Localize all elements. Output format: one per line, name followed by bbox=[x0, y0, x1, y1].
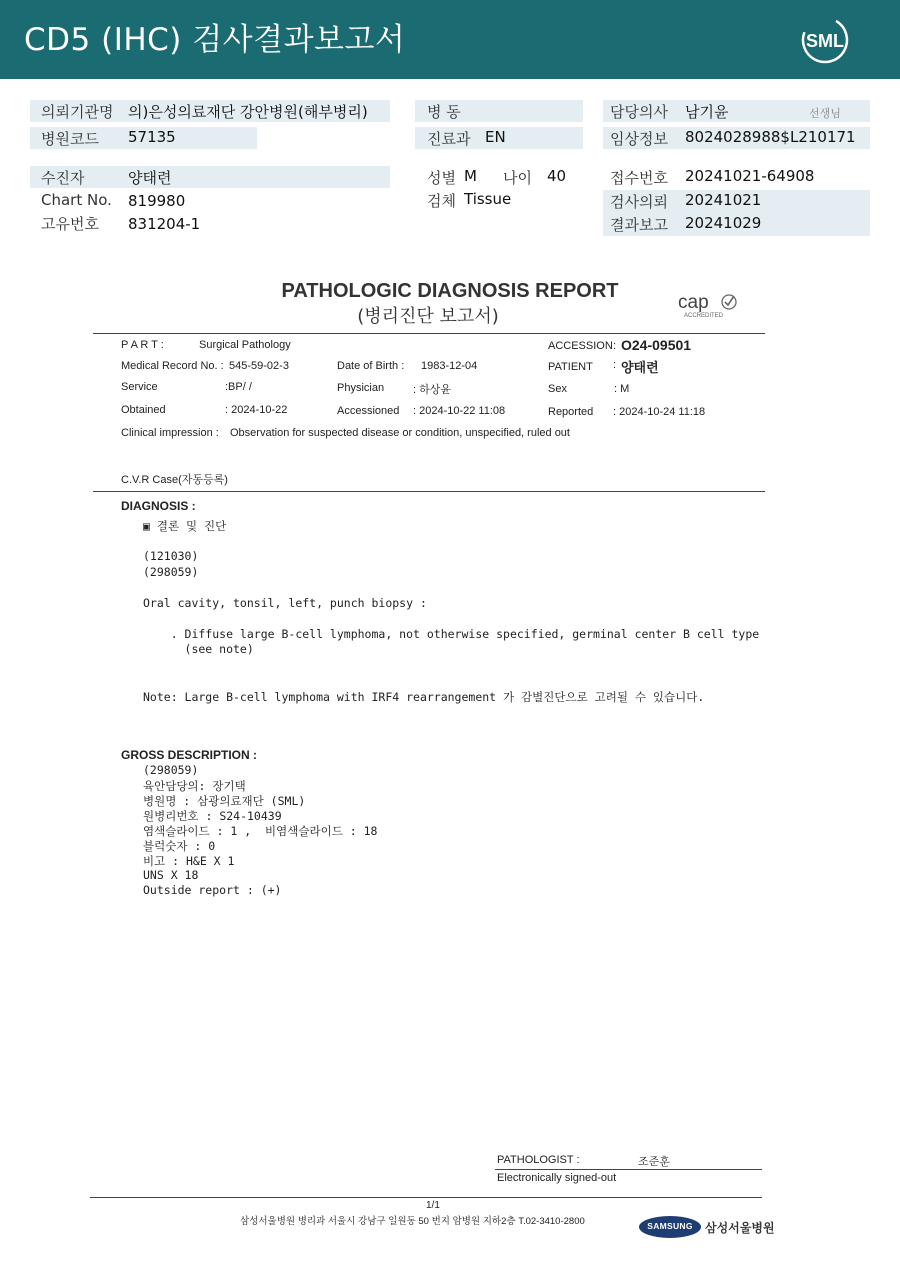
part-value: Surgical Pathology bbox=[199, 339, 291, 351]
cvr-case: C.V.R Case(자동등록) bbox=[121, 474, 228, 486]
institution-label: 의뢰기관명 bbox=[41, 103, 114, 121]
report-line: . Diffuse large B-cell lymphoma, not otherwise specified, germinal center B cell type bbox=[143, 626, 760, 641]
page-number: 1/1 bbox=[426, 1200, 440, 1211]
part-label: P A R T : bbox=[121, 339, 164, 351]
signed-out: Electronically signed-out bbox=[497, 1172, 617, 1184]
reported-value: : 2024-10-24 11:18 bbox=[613, 406, 706, 418]
patient-report-label: PATIENT bbox=[548, 361, 593, 373]
pathologist-value: 조준훈 bbox=[638, 1156, 670, 1168]
age-label: 나이 bbox=[503, 169, 532, 187]
report-line: 블럭숫자 : 0 bbox=[143, 839, 216, 853]
patient-label: 수진자 bbox=[41, 169, 85, 187]
samsung-logo: SAMSUNG bbox=[639, 1216, 701, 1238]
report-line: Oral cavity, tonsil, left, punch biopsy : bbox=[143, 595, 427, 610]
report-line: 병원명 : 삼광의료재단 (SML) bbox=[143, 794, 306, 808]
specimen-label: 검체 bbox=[427, 192, 456, 210]
doctor-suffix: 선생님 bbox=[809, 107, 841, 120]
sex-report-label: Sex bbox=[548, 383, 567, 395]
report-line: (298059) bbox=[143, 763, 199, 777]
report-line: (see note) bbox=[143, 642, 254, 656]
mrn-label: Medical Record No. : bbox=[121, 360, 224, 372]
chart-no-value: 819980 bbox=[128, 192, 186, 210]
report-line: Outside report : (+) bbox=[143, 883, 282, 897]
unique-no-value: 831204-1 bbox=[128, 215, 201, 233]
report-line: 원병리번호 : S24-10439 bbox=[143, 809, 282, 823]
report-title-en: PATHOLOGIC DIAGNOSIS REPORT bbox=[281, 280, 619, 302]
department-label: 진료과 bbox=[427, 130, 471, 148]
divider bbox=[93, 333, 765, 334]
accessioned-value: : 2024-10-22 11:08 bbox=[413, 405, 506, 417]
clinical-info-value: 8024028988$L210171 bbox=[685, 128, 856, 146]
service-value: :BP/ / bbox=[225, 381, 252, 393]
department-value: EN bbox=[485, 128, 506, 146]
chart-no-label: Chart No. bbox=[41, 191, 112, 209]
page-title: CD5 (IHC) 검사결과보고서 bbox=[24, 22, 406, 58]
header-bar bbox=[0, 0, 900, 79]
receipt-no-label: 접수번호 bbox=[610, 169, 668, 187]
cap-accredited-logo: cap ACCREDITED bbox=[678, 292, 740, 322]
hospital-code-label: 병원코드 bbox=[41, 130, 99, 148]
patient-report-value: 양태련 bbox=[621, 360, 659, 375]
accession-value: O24-09501 bbox=[621, 337, 692, 353]
result-date-label: 결과보고 bbox=[610, 216, 668, 234]
result-date-value: 20241029 bbox=[685, 214, 762, 232]
obtained-value: : 2024-10-22 bbox=[225, 404, 288, 416]
report-line: ▣ 결론 및 진단 bbox=[143, 519, 227, 533]
physician-value: : 하상윤 bbox=[413, 384, 451, 396]
specimen-value: Tissue bbox=[464, 190, 512, 208]
sex-report-value: : M bbox=[614, 383, 630, 395]
sml-logo-icon bbox=[798, 14, 852, 66]
obtained-label: Obtained bbox=[121, 404, 166, 416]
accessioned-label: Accessioned bbox=[337, 405, 400, 417]
divider bbox=[93, 491, 765, 492]
dob-label: Date of Birth : bbox=[337, 360, 405, 372]
patient-value: 양태련 bbox=[128, 169, 172, 187]
divider bbox=[495, 1169, 762, 1170]
accession-label: ACCESSION bbox=[548, 340, 613, 352]
physician-label: Physician bbox=[337, 382, 385, 394]
sex-label: 성별 bbox=[427, 169, 456, 187]
request-date-label: 검사의뢰 bbox=[610, 193, 668, 211]
footer-hospital: 삼성서울병원 bbox=[705, 1221, 775, 1235]
unique-no-label: 고유번호 bbox=[41, 215, 99, 233]
pathologist-label: PATHOLOGIST : bbox=[497, 1154, 580, 1166]
report-line: 염색슬라이드 : 1 , 비염색슬라이드 : 18 bbox=[143, 824, 378, 838]
report-line: (121030) bbox=[143, 549, 199, 563]
receipt-no-value: 20241021-64908 bbox=[685, 167, 815, 185]
request-date-value: 20241021 bbox=[685, 191, 762, 209]
report-line: 비고 : H&E X 1 bbox=[143, 854, 235, 868]
report-line: UNS X 18 bbox=[143, 868, 199, 882]
doctor-label: 담당의사 bbox=[610, 103, 668, 121]
sex-value: M bbox=[464, 167, 477, 185]
hospital-code-value: 57135 bbox=[128, 128, 176, 146]
clinical-impression-value: Observation for suspected disease or condition, unspecified, ruled out bbox=[230, 427, 570, 439]
cap-check-icon bbox=[720, 292, 738, 312]
svg-text:SML: SML bbox=[806, 31, 844, 51]
dob-value: 1983-12-04 bbox=[421, 360, 478, 372]
report-line: Note: Large B-cell lymphoma with IRF4 rearrangement 가 감별진단으로 고려될 수 있습니다. bbox=[143, 689, 705, 704]
clinical-info-label: 임상정보 bbox=[610, 130, 668, 148]
report-line: (298059) bbox=[143, 564, 199, 579]
gross-heading: GROSS DESCRIPTION : bbox=[121, 748, 258, 762]
footer-address: 삼성서울병원 병리과 서울시 강남구 일원동 50 번지 암병원 지하2층 T.02-3410-2800 bbox=[240, 1216, 585, 1227]
reported-label: Reported bbox=[548, 406, 594, 418]
divider bbox=[90, 1197, 762, 1198]
mrn-value: 545-59-02-3 bbox=[229, 360, 289, 372]
institution-value: 의)은성의료재단 강안병원(해부병리) bbox=[128, 103, 368, 121]
age-value: 40 bbox=[547, 167, 567, 185]
diagnosis-heading: DIAGNOSIS : bbox=[121, 499, 196, 513]
report-line: 육안담당의: 장기택 bbox=[143, 779, 246, 793]
service-label: Service bbox=[121, 381, 158, 393]
doctor-value: 남기윤 bbox=[685, 103, 729, 121]
ward-label: 병 동 bbox=[427, 103, 461, 121]
report-title-ko: (병리진단 보고서) bbox=[357, 306, 499, 327]
clinical-impression-label: Clinical impression : bbox=[121, 427, 219, 439]
